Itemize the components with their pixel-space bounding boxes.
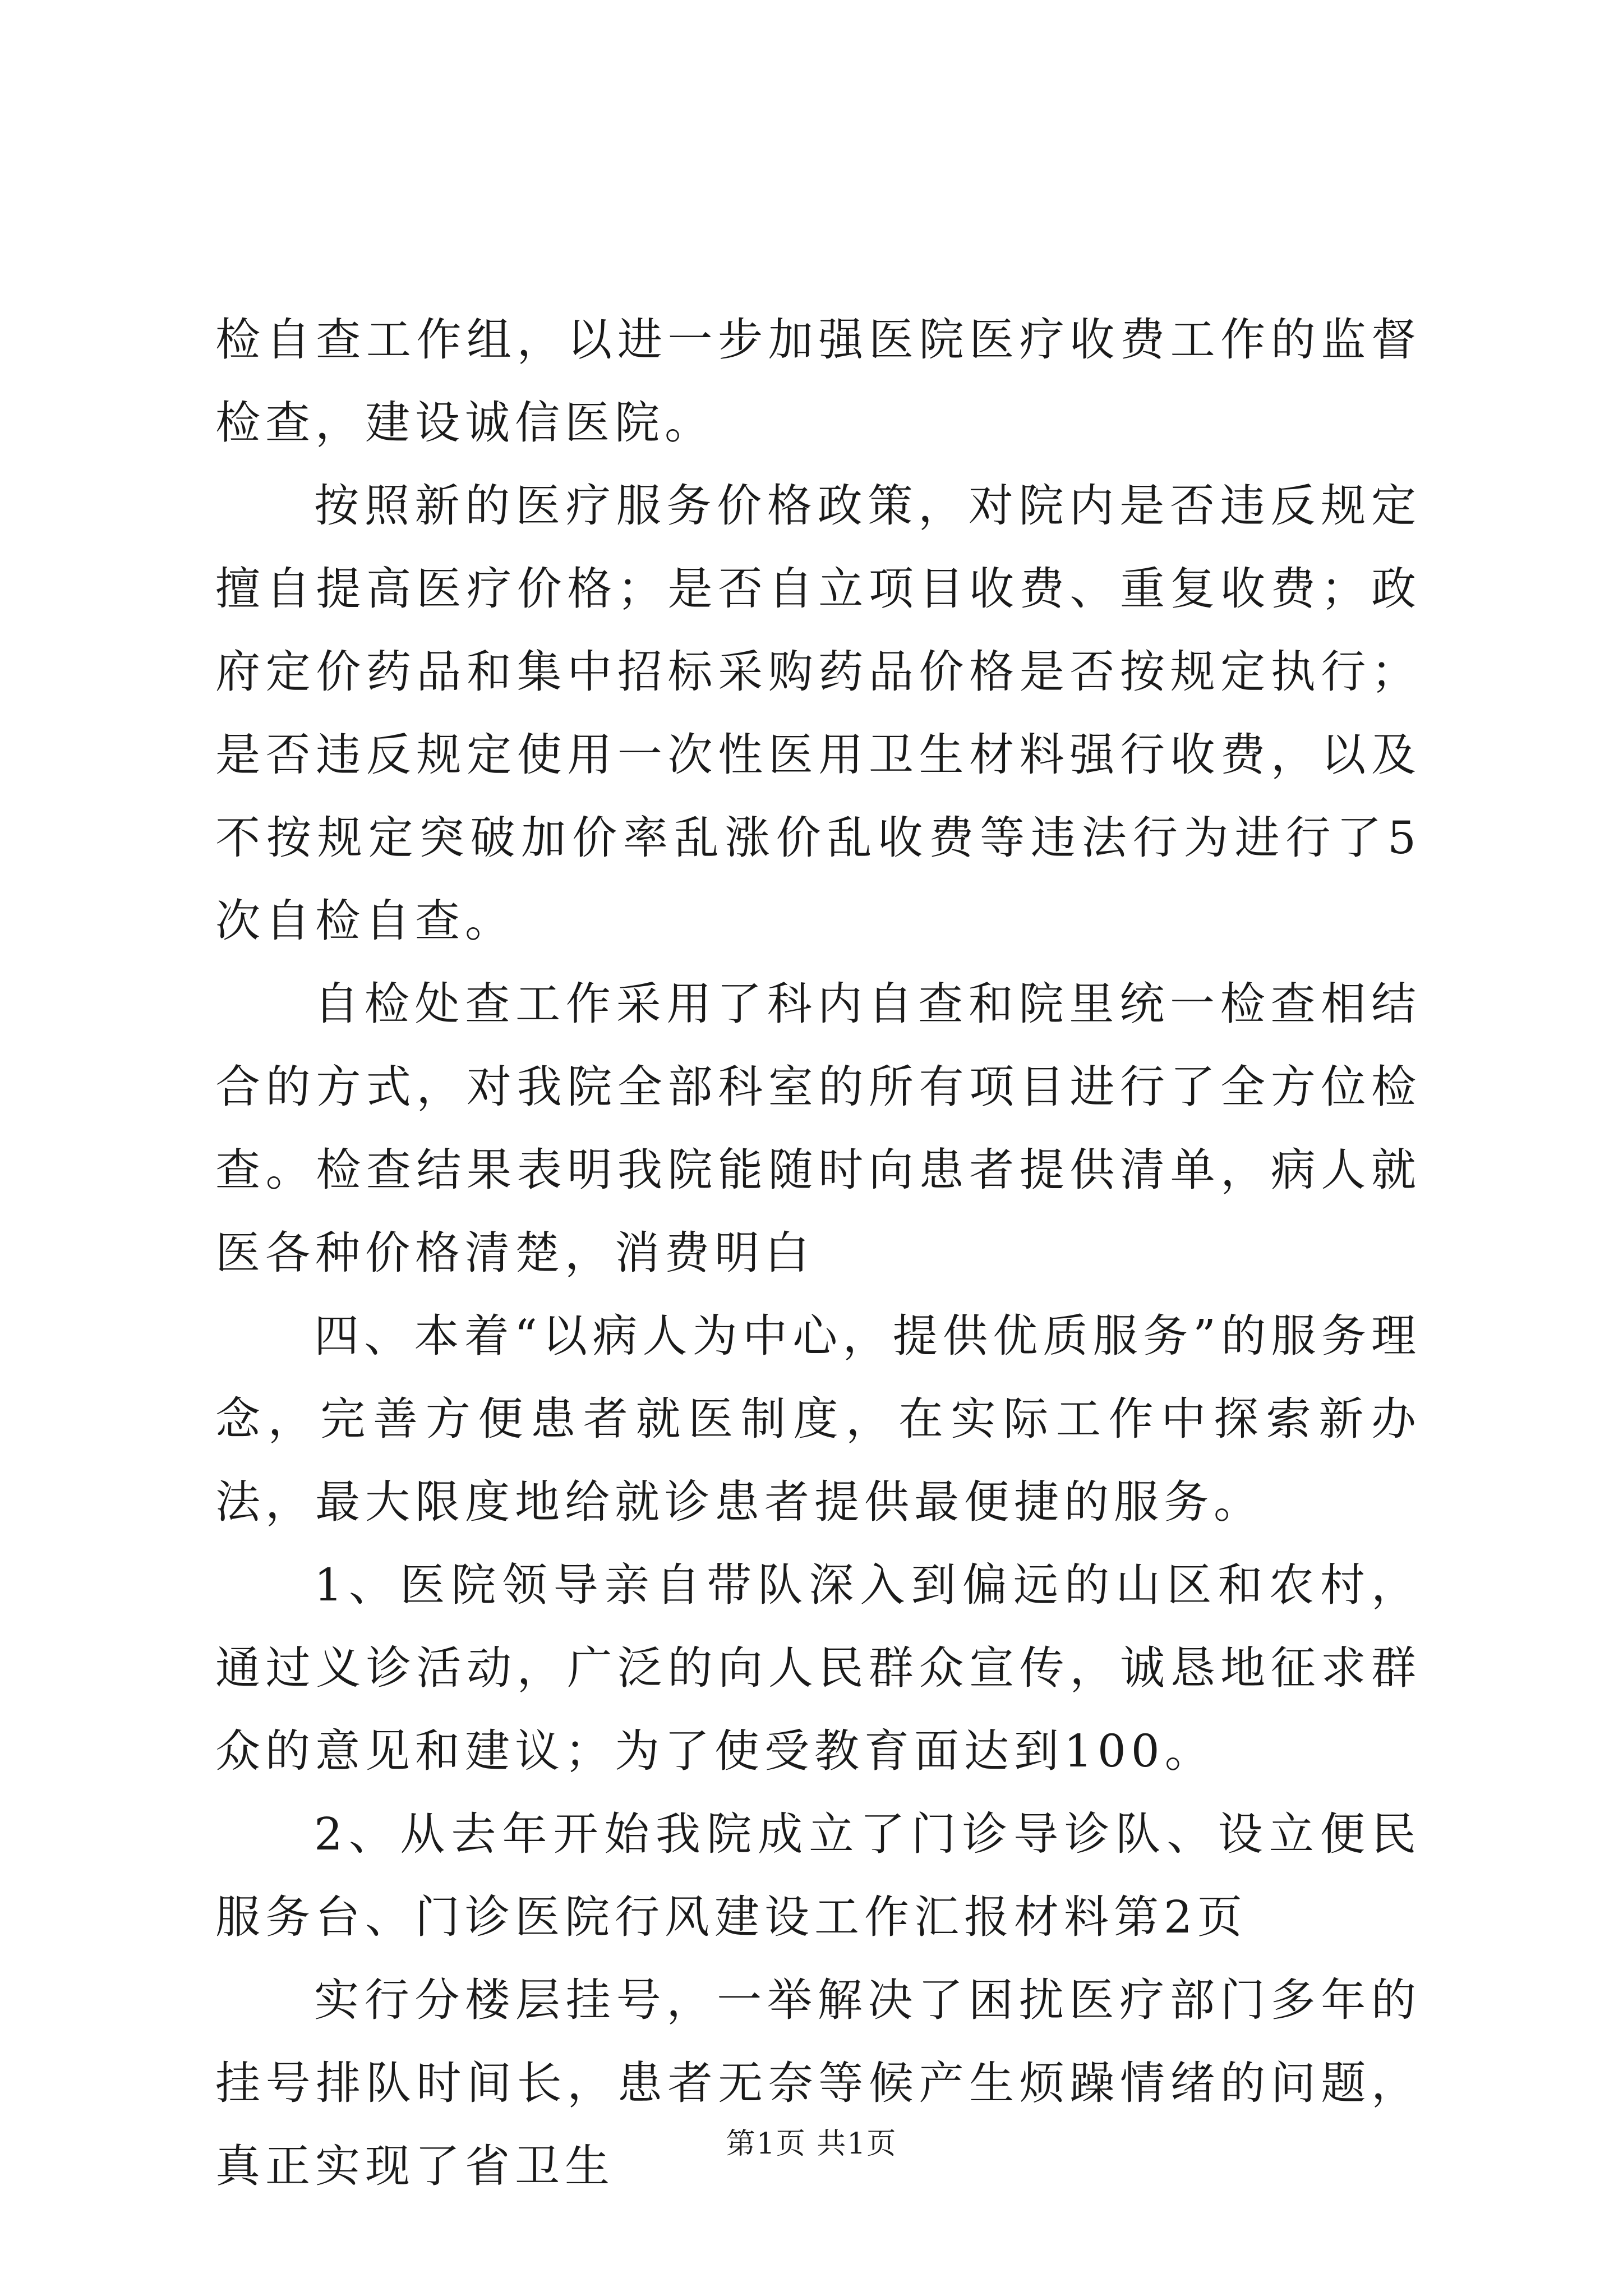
- document-body: [215, 298, 1421, 2208]
- paragraph-4: 四、本着“以病人为中心，提供优质服务”的服务理念，完善方便患者就医制度，在实际工作中探索新办法，最大限度地给就诊患者提供最便捷的服务。: [215, 1310, 1421, 1528]
- paragraph-1: 检自查工作组，以进一步加强医院医疗收费工作的监督检查，建设诚信医院。: [215, 314, 1421, 449]
- paragraph-7: 实行分楼层挂号，一举解决了困扰医疗部门多年的挂号排队时间长，患者无奈等候产生烦躁情绪的问题，真正实现了省卫生: [215, 1974, 1421, 2192]
- paragraph-3: 自检处查工作采用了科内自查和院里统一检查相结合的方式，对我院全部科室的所有项目进行了全方位检查。检查结果表明我院能随时向患者提供清单，病人就医各种价格清楚，消费明白: [215, 978, 1421, 1279]
- paragraph-2: 按照新的医疗服务价格政策，对院内是否违反规定擅自提高医疗价格；是否自立项目收费、重复收费；政府定价药品和集中招标采购药品价格是否按规定执行；是否违反规定使用一次性医用卫生材料强行收费，以及不按规定突破加价率乱涨价乱收费等违法行为进行了5次自检自查。: [215, 480, 1421, 947]
- page-footer: 第1页 共1页: [726, 2127, 897, 2161]
- paragraph-5: 1、医院领导亲自带队深入到偏远的山区和农村，通过义诊活动，广泛的向人民群众宣传，诚恳地征求群众的意见和建议；为了使受教育面达到100。: [215, 1559, 1421, 1777]
- paragraph-6: 2、从去年开始我院成立了门诊导诊队、设立便民服务台、门诊医院行风建设工作汇报材料第2页: [215, 1808, 1421, 1943]
